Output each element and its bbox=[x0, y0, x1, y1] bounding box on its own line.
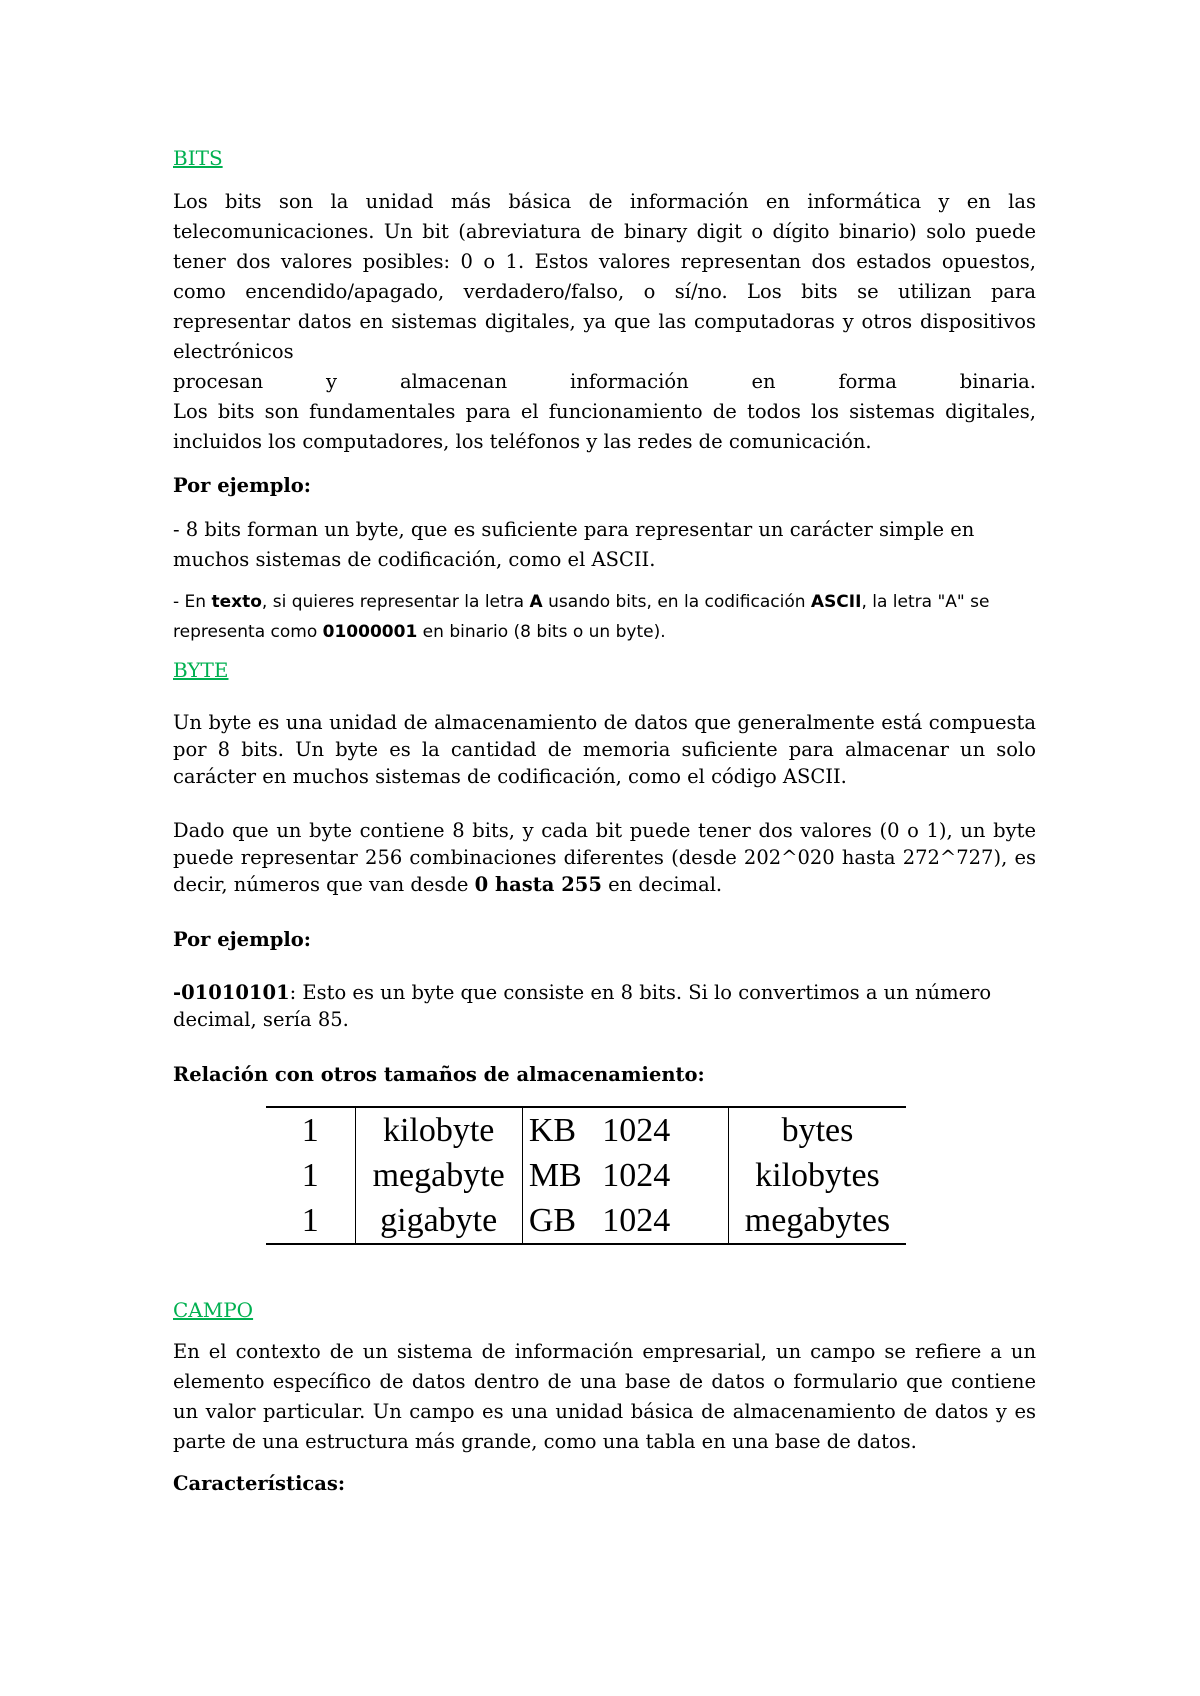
table-cell-name: megabyte bbox=[355, 1153, 522, 1198]
table-cell-value: 1024 bbox=[602, 1157, 671, 1194]
text-fragment: : Esto es un byte que consiste en 8 bits. Si lo convertimos a un número decimal, sería 85. bbox=[173, 981, 992, 1031]
bits-paragraph: Los bits son la unidad más básica de información en informática y en las telecomunicaciones. Un bit (abreviatura de binary digit o dígito binario) solo puede tener dos valores posibles: 0 o 1. Estos valores representan dos estados opuestos, como encendido/apagado, verdadero/falso, o sí/no. Los bits se utilizan para representar datos en sistemas digitales, ya que las computadoras y otros dispositivos electrónicos bbox=[173, 190, 1036, 363]
text-fragment-bold: 01000001 bbox=[322, 622, 418, 642]
text-fragment: , si quieres representar la letra bbox=[261, 592, 530, 612]
campo-features-label: Características: bbox=[173, 1472, 346, 1495]
document-body bbox=[173, 143, 1036, 1499]
table-cell-abbr: MB bbox=[528, 1157, 582, 1194]
bits-example-1: - 8 bits forman un byte, que es suficiente para representar un carácter simple en muchos sistemas de codificación, como el ASCII. bbox=[173, 518, 975, 571]
storage-table-wrap bbox=[266, 1106, 906, 1245]
table-cell-abbr: GB bbox=[528, 1202, 577, 1239]
text-fragment: en decimal. bbox=[601, 873, 723, 896]
section-heading-byte: BYTE bbox=[173, 658, 229, 682]
table-cell-abbr: KB bbox=[528, 1112, 577, 1149]
text-fragment: , la letra "A" se representa como bbox=[173, 592, 990, 642]
text-fragment-bold: 0 hasta 255 bbox=[474, 873, 602, 896]
text-fragment-bold: texto bbox=[211, 592, 262, 612]
byte-paragraph: Un byte es una unidad de almacenamiento de datos que generalmente está compuesta por 8 bits. Un byte es la cantidad de memoria suficiente para almacenar un solo carácter en muchos sistemas de codificación, como el código ASCII. bbox=[173, 711, 1036, 788]
table-cell-n: 1 bbox=[301, 1112, 319, 1149]
byte-example-label: Por ejemplo: bbox=[173, 928, 311, 951]
text-fragment: Dado que un byte contiene 8 bits, y cada bit puede tener dos valores (0 o 1), un byte puede representar 256 combinaciones diferentes (desde 202^020 hasta 272^727), es decir, números que van desde bbox=[173, 819, 1036, 896]
bits-example-2 bbox=[173, 587, 1036, 647]
table-cell-unit: bytes bbox=[728, 1107, 906, 1153]
table-row bbox=[266, 1107, 906, 1153]
byte-paragraph-2 bbox=[173, 817, 1036, 898]
table-cell-unit: kilobytes bbox=[728, 1153, 906, 1198]
table-row bbox=[266, 1153, 906, 1198]
text-fragment: usando bits, en la codificación bbox=[542, 592, 811, 612]
table-cell-value: 1024 bbox=[602, 1202, 671, 1239]
bits-paragraph-2: Los bits son fundamentales para el funcionamiento de todos los sistemas digitales, incluidos los computadores, los teléfonos y las redes de comunicación. bbox=[173, 400, 1036, 453]
section-heading-bits: BITS bbox=[173, 146, 223, 170]
byte-example bbox=[173, 979, 1036, 1033]
table-cell-unit: megabytes bbox=[728, 1198, 906, 1244]
text-fragment-bold: -01010101 bbox=[173, 981, 290, 1004]
text-fragment-bold: ASCII bbox=[810, 592, 862, 612]
table-cell-n: 1 bbox=[301, 1202, 319, 1239]
text-fragment: en binario (8 bits o un byte). bbox=[417, 622, 666, 642]
table-cell-n: 1 bbox=[301, 1157, 319, 1194]
table-cell-name: gigabyte bbox=[355, 1198, 522, 1244]
table-row bbox=[266, 1198, 906, 1244]
table-cell-value: 1024 bbox=[602, 1112, 671, 1149]
bits-example-label: Por ejemplo: bbox=[173, 474, 311, 497]
campo-paragraph: En el contexto de un sistema de información empresarial, un campo se refiere a un elemento específico de datos dentro de una base de datos o formulario que contiene un valor particular. Un campo es una unidad básica de almacenamiento de datos y es parte de una estructura más grande, como una tabla en una base de datos. bbox=[173, 1340, 1036, 1453]
relation-label: Relación con otros tamaños de almacenamiento: bbox=[173, 1063, 705, 1086]
bits-paragraph-last-line: procesan y almacenan información en forma binaria. bbox=[173, 370, 1036, 393]
text-fragment: - En bbox=[173, 592, 212, 612]
text-fragment-bold: A bbox=[529, 592, 543, 612]
section-heading-campo: CAMPO bbox=[173, 1298, 254, 1322]
storage-size-table bbox=[266, 1106, 906, 1245]
table-cell-name: kilobyte bbox=[355, 1107, 522, 1153]
